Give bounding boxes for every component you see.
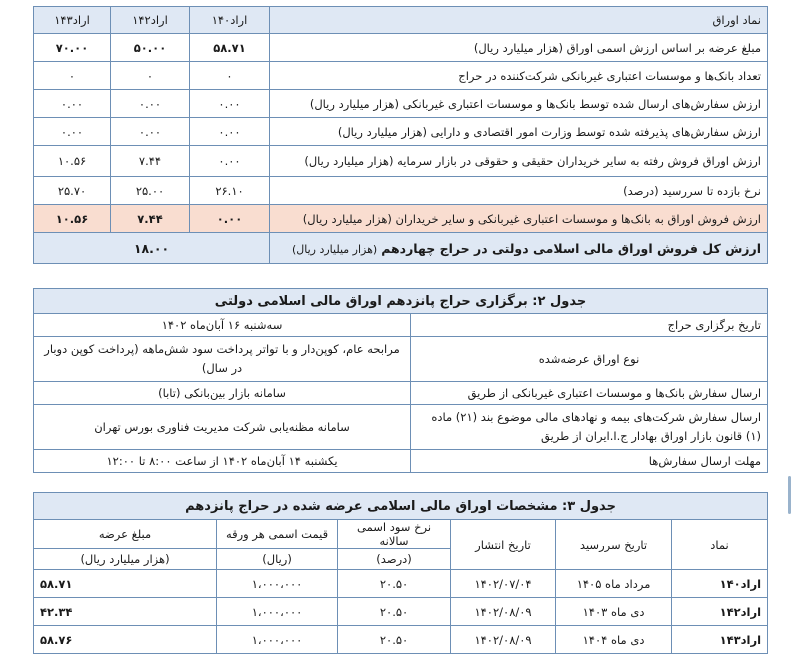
header-maturity: تاریخ سررسید [556,520,672,570]
table3-title: جدول ۳: مشخصات اوراق مالی اسلامی عرضه شده در حراج پانزدهم [34,493,768,520]
row-value: ۰.۰۰ [34,90,111,118]
total-label-unit: (هزار میلیارد ریال) [291,242,378,256]
table-row [34,570,768,598]
table2-title: جدول ۲: برگزاری حراج پانزدهم اوراق مالی اسلامی دولتی [34,289,768,314]
row-value: ۰ [190,62,270,90]
row-value: ۰.۰۰ [190,90,270,118]
row-value: ۵۸.۷۱ [190,34,270,62]
row-value: ۱۰.۵۶ [34,146,111,177]
cell-face-value: ۱،۰۰۰،۰۰۰ [217,598,338,626]
table3-header-row [34,520,768,549]
row-value: سامانه بازار بین‌بانکی (تابا) [34,382,411,405]
cell-maturity: مرداد ماه ۱۴۰۵ [556,570,672,598]
cell-amount: ۵۸.۷۱ [34,570,217,598]
row-value: مرابحه عام، کوپن‌دار و با تواتر پرداخت سود شش‌ماهه (پرداخت کوپن دوبار در سال) [34,337,411,382]
row-value: ۰.۰۰ [34,118,111,146]
row-label: ارزش اوراق فروش رفته به سایر خریداران حقیقی و حقوقی در بازار سرمایه (هزار میلیارد ریال) [270,146,768,177]
cell-rate: ۲۰.۵۰ [338,626,451,654]
header-amount: مبلغ عرضه [34,520,217,549]
row-label: ارزش سفارش‌های پذیرفته شده توسط وزارت امور اقتصادی و دارایی (هزار میلیارد ریال) [270,118,768,146]
table1-row [34,90,768,118]
header-symbol: نماد [672,520,768,570]
table1-header-row [34,7,768,34]
row-value: ۰.۰۰ [190,146,270,177]
cell-face-value: ۱،۰۰۰،۰۰۰ [217,626,338,654]
row-value: یکشنبه ۱۴ آبان‌ماه ۱۴۰۲ از ساعت ۸:۰۰ تا ۱۲:۰۰ [34,450,411,473]
auction-results-table [33,6,768,264]
table2-title-row [34,289,768,314]
header-face-value: قیمت اسمی هر ورقه [217,520,338,549]
row-value: ۱۰.۵۶ [34,205,111,233]
row-label: نرخ بازده تا سررسید (درصد) [270,177,768,205]
row-value: ۰.۰۰ [111,90,190,118]
total-value: ۱۸.۰۰ [34,233,270,264]
row-label: ارزش سفارش‌های ارسال شده توسط بانک‌ها و موسسات اعتباری غیربانکی (هزار میلیارد ریال) [270,90,768,118]
row-value: ۲۵.۷۰ [34,177,111,205]
cell-maturity: دی ماه ۱۴۰۳ [556,598,672,626]
row-label: ارسال سفارش بانک‌ها و موسسات اعتباری غیربانکی از طریق [411,382,768,405]
cell-issue-date: ۱۴۰۲/۰۸/۰۹ [451,626,556,654]
cell-symbol: اراد۱۴۳ [672,626,768,654]
row-value: ۷۰.۰۰ [34,34,111,62]
cell-symbol: اراد۱۴۲ [672,598,768,626]
cell-issue-date: ۱۴۰۲/۰۸/۰۹ [451,598,556,626]
cell-rate: ۲۰.۵۰ [338,570,451,598]
row-value: ۰.۰۰ [190,205,270,233]
row-value: سامانه مظنه‌یابی شرکت مدیریت فناوری بورس تهران [34,405,411,450]
cell-symbol: اراد۱۴۰ [672,570,768,598]
row-label: نوع اوراق عرضه‌شده [411,337,768,382]
row-value: ۷.۴۴ [111,146,190,177]
row-label: تعداد بانک‌ها و موسسات اعتباری غیربانکی شرکت‌کننده در حراج [270,62,768,90]
cell-maturity: دی ماه ۱۴۰۴ [556,626,672,654]
header-amount-unit: (هزار میلیارد ریال) [34,549,217,570]
row-value: ۰.۰۰ [190,118,270,146]
table1-row [34,62,768,90]
table1-header-col1: اراد۱۴۰ [190,7,270,34]
cell-rate: ۲۰.۵۰ [338,598,451,626]
cell-amount: ۴۲.۳۴ [34,598,217,626]
table2-row [34,450,768,473]
header-issue-date: تاریخ انتشار [451,520,556,570]
table2-row [34,405,768,450]
table1-row [34,34,768,62]
table1-row [34,146,768,177]
auction-schedule-table [33,288,768,473]
table1-row-highlighted [34,205,768,233]
table1-total-row [34,233,768,264]
row-value: ۷.۴۴ [111,205,190,233]
cell-face-value: ۱،۰۰۰،۰۰۰ [217,570,338,598]
row-value: سه‌شنبه ۱۶ آبان‌ماه ۱۴۰۲ [34,314,411,337]
row-value: ۵۰.۰۰ [111,34,190,62]
table2-row [34,314,768,337]
table3-title-row [34,493,768,520]
cell-amount: ۵۸.۷۶ [34,626,217,654]
table2-row [34,337,768,382]
table2-row [34,382,768,405]
table1-header-label: نماد اوراق [270,7,768,34]
row-label: ارزش فروش اوراق به بانک‌ها و موسسات اعتباری غیربانکی و سایر خریداران (هزار میلیارد ریال) [270,205,768,233]
header-rate-unit: (درصد) [338,549,451,570]
row-label: مبلغ عرضه بر اساس ارزش اسمی اوراق (هزار میلیارد ریال) [270,34,768,62]
row-value: ۰ [34,62,111,90]
cell-issue-date: ۱۴۰۲/۰۷/۰۴ [451,570,556,598]
table-row [34,598,768,626]
row-value: ۰.۰۰ [111,118,190,146]
row-label: مهلت ارسال سفارش‌ها [411,450,768,473]
table1-row [34,118,768,146]
row-value: ۲۵.۰۰ [111,177,190,205]
row-label: تاریخ برگزاری حراج [411,314,768,337]
total-label [270,233,768,264]
scrollbar[interactable] [784,472,796,520]
row-value: ۰ [111,62,190,90]
scrollbar-thumb[interactable] [788,476,791,514]
total-label-main: ارزش کل فروش اوراق مالی اسلامی دولتی در حراج چهاردهم [381,240,761,256]
table-row [34,626,768,654]
table1-row [34,177,768,205]
table1-header-col3: اراد۱۴۳ [34,7,111,34]
securities-spec-table [33,492,768,654]
row-label: ارسال سفارش شرکت‌های بیمه و نهادهای مالی موضوع بند (۲۱) ماده (۱) قانون بازار اوراق بهادار ج.ا.ایران از طریق [411,405,768,450]
header-rate: نرخ سود اسمی سالانه [338,520,451,549]
table1-header-col2: اراد۱۴۲ [111,7,190,34]
row-value: ۲۶.۱۰ [190,177,270,205]
header-face-unit: (ریال) [217,549,338,570]
